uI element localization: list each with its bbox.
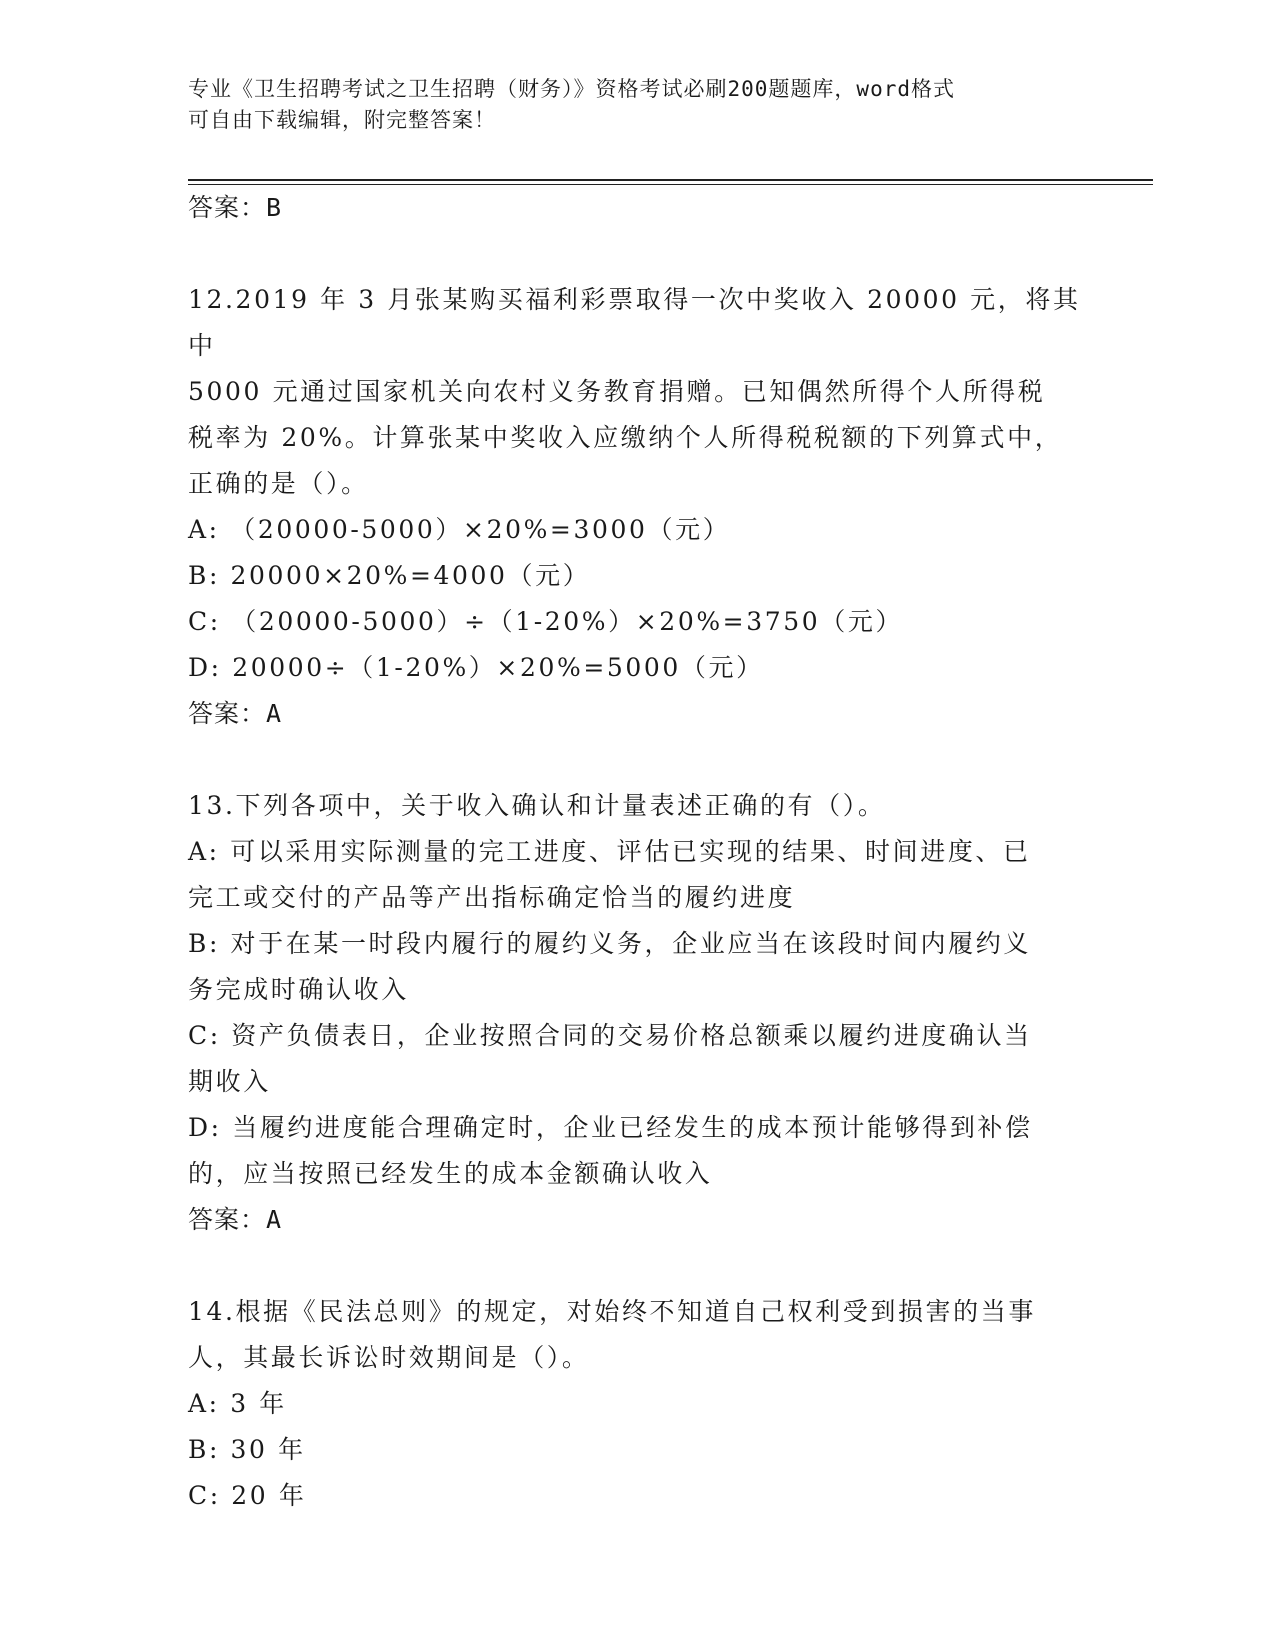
option-a-continued: 完工或交付的产品等产出指标确定恰当的履约进度	[188, 883, 796, 912]
option-b: B: 30 年	[188, 1435, 306, 1464]
question-stem-line: 14.根据《民法总则》的规定，对始终不知道自己权利受到损害的当事	[188, 1297, 1036, 1326]
question-stem-line: 5000 元通过国家机关向农村义务教育捐赠。已知偶然所得个人所得税	[188, 377, 1046, 406]
question-14	[188, 1289, 1088, 1519]
option-b-continued: 务完成时确认收入	[188, 975, 409, 1004]
document-body	[188, 185, 1088, 1519]
spacer	[188, 737, 1088, 783]
question-stem-line: 13.下列各项中，关于收入确认和计量表述正确的有（）。	[188, 791, 886, 820]
question-12	[188, 277, 1088, 737]
question-stem-line: 税率为 20%。计算张某中奖收入应缴纳个人所得税税额的下列算式中，	[188, 423, 1063, 452]
document-header	[188, 74, 1068, 136]
answer-line: 答案：A	[188, 699, 283, 728]
option-c: C: 20 年	[188, 1481, 307, 1510]
option-a: A: 可以采用实际测量的完工进度、评估已实现的结果、时间进度、已	[188, 837, 1031, 866]
spacer	[188, 1243, 1088, 1289]
option-d-continued: 的，应当按照已经发生的成本金额确认收入	[188, 1159, 713, 1188]
header-divider-thick	[188, 179, 1153, 181]
option-c-continued: 期收入	[188, 1067, 271, 1096]
option-a: A: 3 年	[188, 1389, 287, 1418]
question-stem-line: 人，其最长诉讼时效期间是（）。	[188, 1343, 590, 1372]
option-d: D: 当履约进度能合理确定时，企业已经发生的成本预计能够得到补偿	[188, 1113, 1033, 1142]
option-c: C: （20000-5000）÷（1-20%）×20%=3750（元）	[188, 607, 904, 636]
option-a: A: （20000-5000）×20%=3000（元）	[188, 515, 731, 544]
header-line-1: 专业《卫生招聘考试之卫生招聘（财务）》资格考试必刷200题题库，word格式	[188, 77, 955, 101]
previous-answer: 答案：B	[188, 193, 283, 222]
header-line-2: 可自由下载编辑，附完整答案！	[188, 108, 496, 132]
question-stem-line: 正确的是（）。	[188, 469, 369, 498]
option-c: C: 资产负债表日，企业按照合同的交易价格总额乘以履约进度确认当	[188, 1021, 1032, 1050]
question-13	[188, 783, 1088, 1243]
question-stem-line: 12.2019 年 3 月张某购买福利彩票取得一次中奖收入 20000 元，将其中	[188, 285, 1081, 360]
option-b: B: 对于在某一时段内履行的履约义务，企业应当在该段时间内履约义	[188, 929, 1031, 958]
spacer	[188, 231, 1088, 277]
option-b: B: 20000×20%=4000（元）	[188, 561, 591, 590]
answer-line: 答案：A	[188, 1205, 283, 1234]
option-d: D: 20000÷（1-20%）×20%=5000（元）	[188, 653, 764, 682]
